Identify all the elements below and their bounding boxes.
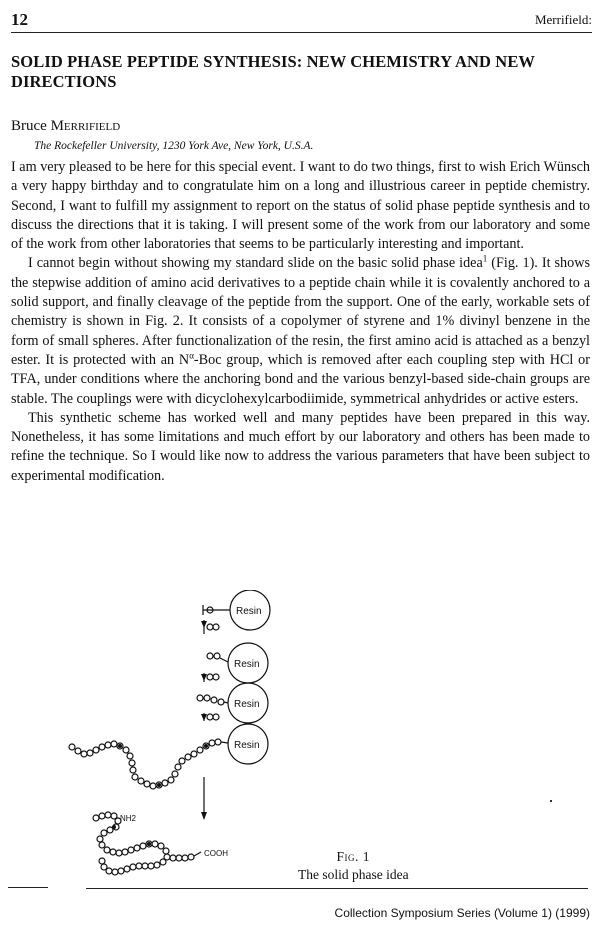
resin-label-2: Resin [234,659,260,670]
resin-label-4: Resin [234,740,260,751]
nh2-label: NH2 [120,814,137,823]
paragraph-2-part-b: (Fig. 1). It shows the stepwise addition of amino acid derivatives to a peptide chain while it is covalently anchored to a solid support, and finally cleavage of the peptide from the support. One of the early, workable sets of chemistry is shown in Fig. 2. It consists of a copolymer of styrene and 1% divinyl benzene in the form of small spheres. After functionalization of the resin, the first amino acid is attached as a benzyl ester. It is protected with an N [11,255,590,368]
figure-caption [298,848,409,884]
figure-label: Fig. 1 [336,849,371,864]
footer-series: Collection Symposium Series (Volume 1) (1999) [334,906,590,920]
cooh-label: COOH [204,849,228,858]
reference-superscript: 1 [482,253,488,264]
alpha-superscript: α [189,350,194,361]
running-head: Merrifield: [534,12,592,27]
paper-title: SOLID PHASE PEPTIDE SYNTHESIS: NEW CHEMISTRY AND NEW DIRECTIONS [11,52,535,91]
paragraph-2-part-a: I cannot begin without showing my standard slide on the basic solid phase idea [28,255,483,272]
figure-caption-text: The solid phase idea [298,867,409,882]
paragraph-2-part-c: -Boc group, which is removed after each coupling step with HCl or TFA, under conditions where the anchoring bond and the various benzyl-based side-chain groups are stable. The couplings were with dicyclohexylcarbodiimide, symmetrical anhydrides or active esters. [11,351,590,407]
body-text [11,158,590,486]
stray-dot [550,800,552,802]
paragraph-2 [11,254,590,408]
author [11,118,120,135]
resin-label-1: Resin [236,606,262,617]
author-last-name: Merrifield [50,118,121,134]
footer-rule [86,888,588,889]
figure-1-diagram [60,590,400,890]
page-number: 12 [11,10,28,29]
page-header [11,8,592,33]
paragraph-1: I am very pleased to be here for this special event. I want to do two things, first to wish Erich Wünsch a very happy birthday and to congratulate him on a long and illustrious career in peptide chemistry. Second, I want to fulfill my assignment to report on the status of solid phase peptide synthesis and to discuss the directions that it is taking. I will present some of the work from our laboratory and some of the work from other laboratories that seems to be particularly interesting and important. [11,159,590,253]
affiliation: The Rockefeller University, 1230 York Ave, New York, U.S.A. [34,140,314,152]
resin-label-3: Resin [234,699,260,710]
footer-short-rule [8,887,48,888]
paragraph-3: This synthetic scheme has worked well and many peptides have been prepared in this way. Nonetheless, it has some limitations and much effort by our laboratory and others has been made to refine the technique. So I would like now to address the various parameters that have been subject to experimental modification. [11,409,590,484]
author-first-name: Bruce [11,118,47,134]
